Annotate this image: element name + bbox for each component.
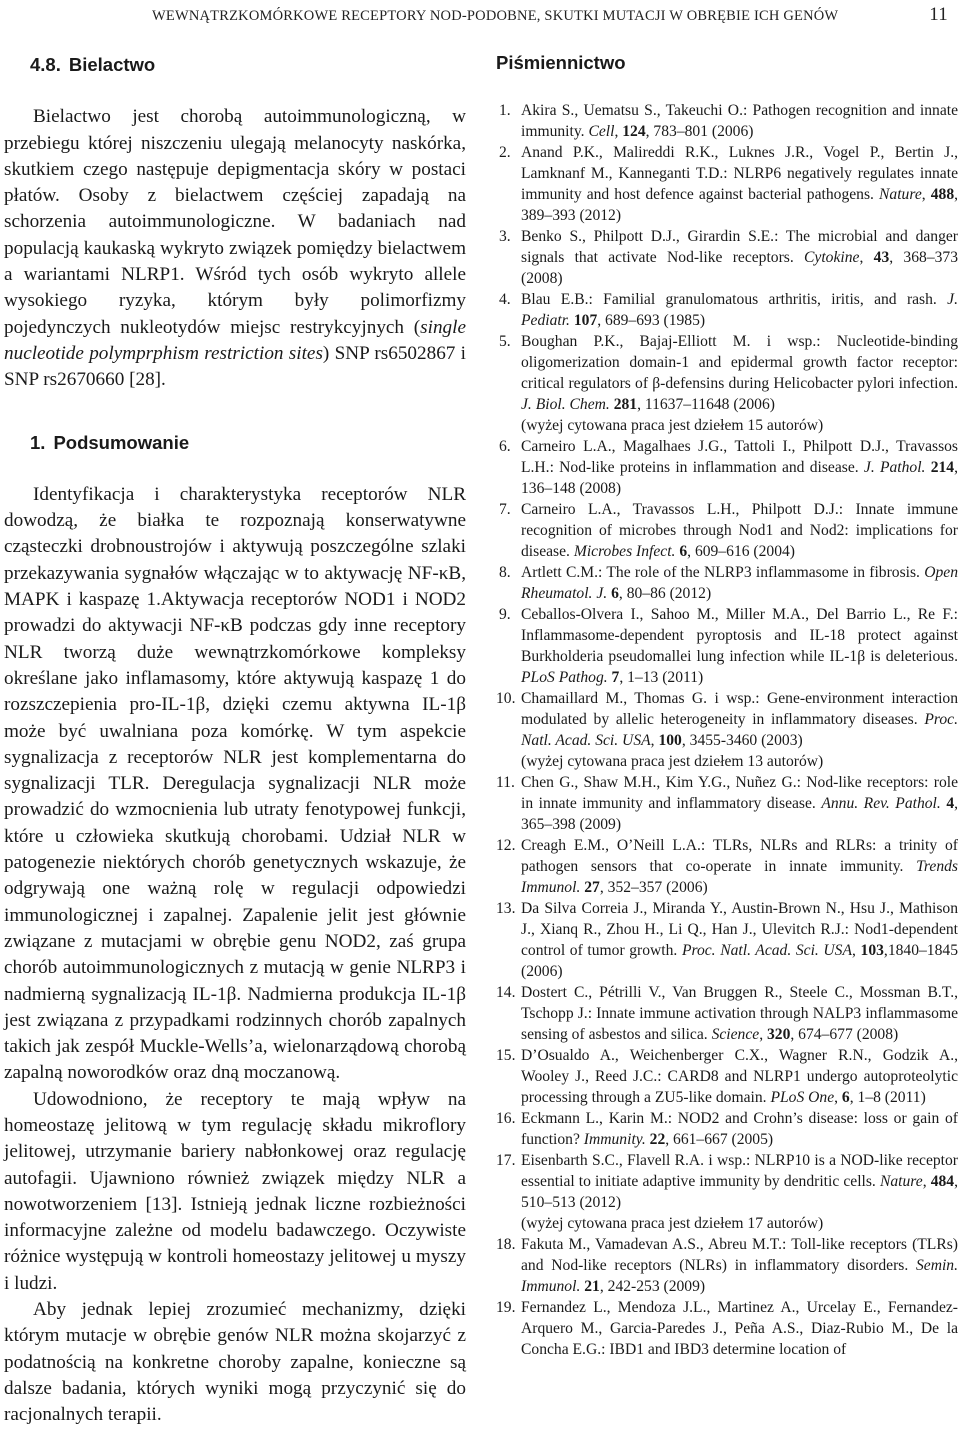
reference-pages: , 1‒8 (2011) bbox=[849, 1089, 926, 1106]
reference-item bbox=[496, 289, 958, 331]
reference-separator: , bbox=[859, 249, 874, 266]
reference-journal: J. Biol. Chem. bbox=[521, 396, 610, 413]
reference-authors: Dostert C., Pétrilli V., Van Bruggen R., Steele C., Mossman B.T., Tschopp J.: Innate immune activation through NALP3 inflammasome sensing of asbestos and silica. bbox=[521, 984, 958, 1043]
reference-journal: Proc. Natl. Acad. Sci. USA bbox=[681, 942, 853, 959]
reference-item bbox=[496, 1297, 958, 1360]
reference-pages: , 368‒373 (2008) bbox=[521, 249, 959, 287]
reference-number: 18. bbox=[496, 1236, 516, 1253]
reference-pages: , 365‒398 (2009) bbox=[521, 795, 959, 833]
reference-journal: Proc. Natl. Acad. Sci. USA bbox=[521, 711, 958, 749]
reference-journal: Annu. Rev. Pathol. bbox=[821, 795, 941, 812]
reference-volume: 21 bbox=[584, 1278, 600, 1295]
reference-number: 17. bbox=[496, 1152, 516, 1169]
reference-item bbox=[496, 604, 958, 688]
reference-volume: 100 bbox=[658, 732, 682, 749]
reference-authors: Boughan P.K., Bajaj-Elliott M. i wsp.: Nucleotide-binding oligomerization domain-1 and epidermal growth factor receptor: critical regulators of β-defensins during Helicobacter pylori infection. bbox=[521, 333, 958, 392]
reference-volume: 6 bbox=[841, 1089, 850, 1106]
reference-separator: , bbox=[759, 1026, 767, 1043]
reference-volume: 6 bbox=[679, 543, 688, 560]
reference-authors: Blau E.B.: Familial granulomatous arthritis, iritis, and rash. bbox=[521, 291, 948, 308]
reference-journal: J. Pediatr. bbox=[521, 291, 958, 329]
reference-authors: Carneiro L.A., Travassos L.H., Philpott D.J.: Innate immune recognition of microbes through Nod1 and Nod2: implications for disease. bbox=[521, 501, 958, 560]
reference-journal: Science bbox=[711, 1026, 760, 1043]
reference-authors: Carneiro L.A., Magalhaes J.G., Tattoli I., Philpott D.J., Travassos L.H.: Nod-like proteins in inflammation and disease. bbox=[521, 438, 958, 476]
reference-journal: Open Rheumatol. J. bbox=[521, 564, 958, 602]
reference-pages: ,1840‒1845 (2006) bbox=[521, 942, 958, 980]
reference-journal: Immunity. bbox=[583, 1131, 646, 1148]
reference-volume: 22 bbox=[649, 1131, 666, 1148]
reference-number: 4. bbox=[499, 291, 511, 308]
references-list bbox=[496, 100, 958, 1360]
reference-volume: 6 bbox=[611, 585, 619, 602]
reference-note: (wyżej cytowana praca jest dziełem 13 autorów) bbox=[521, 753, 824, 770]
reference-number: 10. bbox=[496, 690, 516, 707]
paragraph-summary-2: Udowodniono, że receptory te mają wpływ na homeostazę jelitową w tym regulację składu mikroflory jelitowej, utrzymanie bariery nabłonkowej oraz regulację autofagii. Ujawniono również związek między NLR a nowotworzeniem [13]. Istnieją jednak liczne rozbieżności informacyjne zależne od modelu badawczego. Oczywiste różnice występują w kontroli homeostazy jelitowej u myszy i ludzi. bbox=[4, 1088, 466, 1294]
reference-number: 11. bbox=[496, 774, 515, 791]
reference-separator: , bbox=[922, 1173, 931, 1190]
paragraph-text: Bielactwo jest chorobą autoimmunologiczną, w przebiegu której niszczeniu ulegają melanocyty naskórka, skutkiem czego następuje depigmentacja skóry w postaci płatów. Osoby z bielactwem częściej zapadają na schorzenia autoimmunologiczne. W badaniach nad populacją kaukaską wykryto związek pomiędzy bielactwem a wariantami NLRP1. Wśród tych osób wykryto allele wysokiego ryzyka, którym były polimorfizmy pojedynczych nukleotydów miejsc restrykcyjnych ( bbox=[4, 106, 466, 338]
reference-item bbox=[496, 772, 958, 835]
reference-authors: Akira S., Uematsu S., Takeuchi O.: Pathogen recognition and innate immunity. bbox=[521, 102, 958, 140]
reference-item bbox=[496, 898, 958, 982]
reference-item bbox=[496, 1045, 958, 1108]
reference-separator: , bbox=[852, 942, 861, 959]
reference-pages: , 389‒393 (2012) bbox=[521, 186, 959, 224]
reference-item bbox=[496, 982, 958, 1045]
reference-number: 12. bbox=[496, 837, 516, 854]
reference-number: 9. bbox=[499, 606, 511, 623]
reference-authors: Fernandez L., Mendoza J.L., Martinez A., Urcelay E., Fernandez-Arquero M., Garcia-Paredes J., Peña A.S., Diaz-Rubio M., De la Concha E.G.: IBD1 and IBD3 determine location of bbox=[521, 1299, 958, 1358]
reference-journal: J. Pathol. bbox=[863, 459, 926, 476]
reference-journal: PLoS Pathog. bbox=[521, 669, 608, 686]
reference-number: 1. bbox=[499, 102, 511, 119]
reference-pages: , 661‒667 (2005) bbox=[665, 1131, 774, 1148]
section-title: Podsumowanie bbox=[53, 431, 190, 453]
paragraph-summary-1: Identyfikacja i charakterystyka receptorów NLR dowodzą, że białka te rozpoznają konserwatywne cząsteczki drobnoustrojów i aktywują poszczególne szlaki przekazywania sygnałów włączając w to aktywację NF-κB, MAPK i kaspazę 1.Aktywacja receptorów NOD1 i NOD2 prowadzi do aktywacji NF-κB podczas gdy inne receptory NLR tworzą duże wewnątrzkomórkowe kompleksy określane jako inflamasomy, które aktywują kaspazę 1 do rozszczepienia pro-IL-1β, dzięki czemu aktywna IL-1β może być uwalniana poza komórkę. W tym aspekcie sygnalizacja z receptorów NLR jest komplementarna do sygnalizacji TLR. Deregulacja sygnalizacji NLR może prowadzić do wzmocnienia lub utraty fenotypowej funkcji, które u człowieka skutkują chorobami. Udział NLR w patogenezie niektórych chorób genetycznych wskazuje, że odgrywają one ważną rolę w regulacji odpowiedzi immunologicznej i zapalnej. Zapalenie jelit jest głównie związane z mutacjami w obrębie genu NOD2, zaś grupa chorób autoimmunologicznych z mutacją w genie NLRP3 i nadmierną sygnalizacją IL-1β. Nadmierna produkcja IL-1β jest związana z przypadkami rodzinnych chorób zapalnych takich jak zespół Muckle-Wells’a, wielonarządową chorobą zapalną noworodków oraz dną moczanową. bbox=[4, 483, 466, 1084]
reference-volume: 107 bbox=[573, 312, 598, 329]
reference-item bbox=[496, 226, 958, 289]
reference-authors: D’Osualdo A., Weichenberger C.X., Wagner R.N., Godzik A., Wooley J., Reed J.C.: CARD8 and NLRP1 undergo autoproteolytic processing through a ZU5-like domain. bbox=[521, 1047, 958, 1106]
reference-pages: , 689‒693 (1985) bbox=[597, 312, 706, 329]
reference-pages: , 674‒677 (2008) bbox=[790, 1026, 899, 1043]
reference-authors: Ceballos-Olvera I., Sahoo M., Miller M.A., Del Barrio L., Re F.: Inflammasome-dependent pyroptosis and IL-18 protect against Burkholderia pseudomallei lung infection while IL-1β is deleterious. bbox=[521, 606, 958, 665]
reference-volume: 43 bbox=[873, 249, 890, 266]
reference-volume: 27 bbox=[584, 879, 600, 896]
running-header bbox=[152, 4, 948, 28]
reference-pages: , 136‒148 (2008) bbox=[521, 459, 958, 497]
reference-number: 3. bbox=[499, 228, 511, 245]
reference-volume: 484 bbox=[930, 1173, 955, 1190]
section-heading-vitiligo bbox=[4, 52, 466, 78]
reference-authors: Fakuta M., Vamadevan A.S., Abreu M.T.: Toll-like receptors (TLRs) and Nod-like receptors (NLRs) in inflammatory disorders. bbox=[521, 1236, 958, 1274]
reference-note: (wyżej cytowana praca jest dziełem 15 autorów) bbox=[521, 417, 824, 434]
page-number: 11 bbox=[929, 4, 948, 25]
reference-number: 2. bbox=[499, 144, 511, 161]
reference-item bbox=[496, 1234, 958, 1297]
reference-journal: Nature bbox=[879, 1173, 923, 1190]
reference-journal: Semin. Immunol. bbox=[521, 1257, 958, 1295]
reference-volume: 281 bbox=[613, 396, 638, 413]
reference-pages: , 3455-3460 (2003) bbox=[681, 732, 803, 749]
reference-authors: Da Silva Correia J., Miranda Y., Austin-Brown N., Hsu J., Mathison J., Xianq R., Zhou H., Li Q., Han J., Ulevitch R.J.: Nod1-dependent control of tumor growth. bbox=[521, 900, 958, 959]
reference-item bbox=[496, 562, 958, 604]
reference-authors: Artlett C.M.: The role of the NLRP3 inflammasome in fibrosis. bbox=[521, 564, 925, 581]
reference-number: 7. bbox=[499, 501, 511, 518]
reference-separator: , bbox=[921, 186, 931, 203]
reference-number: 13. bbox=[496, 900, 516, 917]
paragraph-italic-term: single nucleotide polymprphism restriction sites bbox=[4, 316, 466, 364]
reference-authors: Benko S., Philpott D.J., Girardin S.E.: The microbial and danger signals that activate Nod-like receptors. bbox=[521, 228, 958, 266]
reference-number: 16. bbox=[496, 1110, 516, 1127]
reference-pages: , 609‒616 (2004) bbox=[687, 543, 796, 560]
reference-authors: Eisenbarth S.C., Flavell R.A. i wsp.: NLRP10 is a NOD-like receptor essential to initiate adaptive immunity by dendritic cells. bbox=[521, 1152, 958, 1190]
reference-separator: , bbox=[650, 732, 659, 749]
reference-number: 5. bbox=[499, 333, 511, 350]
reference-authors: Chen G., Shaw M.H., Kim Y.G., Nuñez G.: Nod-like receptors: role in innate immunity and inflammatory disease. bbox=[521, 774, 958, 812]
paragraph-vitiligo bbox=[4, 104, 466, 393]
reference-authors: Creagh E.M., O’Neill L.A.: TLRs, NLRs and RLRs: a trinity of pathogen sensors that co-operate in innate immunity. bbox=[521, 837, 958, 875]
reference-number: 19. bbox=[496, 1299, 516, 1316]
reference-journal: Cell bbox=[588, 123, 615, 140]
reference-volume: 320 bbox=[766, 1026, 791, 1043]
reference-item bbox=[496, 1150, 958, 1234]
left-column bbox=[4, 52, 466, 1429]
reference-pages: , 1‒13 (2011) bbox=[619, 669, 704, 686]
paragraph-summary-3: Aby jednak lepiej zrozumieć mechanizmy, dzięki którym mutacje w obrębie genów NLR można skojarzyć z podatnością na konkretne choroby zapalne, konieczne są dalsze badania, których wyniki mogą przyczynić się do racjonalnych terapii. bbox=[4, 1299, 466, 1426]
reference-volume: 4 bbox=[946, 795, 955, 812]
reference-volume: 103 bbox=[860, 942, 884, 959]
reference-pages: , 11637‒11648 (2006) bbox=[637, 396, 775, 413]
reference-separator: , bbox=[834, 1089, 842, 1106]
reference-number: 15. bbox=[496, 1047, 516, 1064]
section-title: Bielactwo bbox=[68, 54, 156, 75]
reference-journal: Trends Immunol. bbox=[521, 858, 958, 896]
reference-volume: 124 bbox=[622, 123, 646, 140]
paragraph-text-end: ) SNP rs6502867 i SNP rs2670660 [28]. bbox=[4, 342, 466, 391]
reference-item bbox=[496, 835, 958, 898]
reference-volume: 488 bbox=[930, 186, 955, 203]
reference-item bbox=[496, 100, 958, 142]
reference-pages: , 783‒801 (2006) bbox=[645, 123, 754, 140]
section-number: 4.8. bbox=[30, 54, 61, 75]
section-heading-summary bbox=[4, 430, 466, 456]
reference-journal: Microbes Infect. bbox=[573, 543, 676, 560]
reference-item bbox=[496, 688, 958, 772]
reference-volume: 7 bbox=[611, 669, 620, 686]
references-title: Piśmiennictwo bbox=[496, 52, 626, 73]
reference-number: 8. bbox=[499, 564, 511, 581]
right-column bbox=[496, 52, 958, 1360]
reference-item bbox=[496, 331, 958, 436]
reference-pages: , 80‒86 (2012) bbox=[618, 585, 712, 602]
section-number: 1. bbox=[30, 431, 46, 453]
reference-pages: , 242-253 (2009) bbox=[599, 1278, 706, 1295]
reference-note: (wyżej cytowana praca jest dziełem 17 autorów) bbox=[521, 1215, 824, 1232]
running-title: WEWNĄTRZKOMÓRKOWE RECEPTORY NOD-PODOBNE, SKUTKI MUTACJI W OBRĘBIE ICH GENÓW bbox=[152, 8, 839, 24]
reference-pages: , 510‒513 (2012) bbox=[521, 1173, 958, 1211]
reference-journal: Cytokine bbox=[804, 249, 860, 266]
reference-number: 6. bbox=[499, 438, 511, 455]
reference-item bbox=[496, 436, 958, 499]
reference-journal: Nature bbox=[879, 186, 922, 203]
reference-pages: , 352‒357 (2006) bbox=[599, 879, 708, 896]
reference-item bbox=[496, 499, 958, 562]
reference-separator: , bbox=[614, 123, 623, 140]
reference-authors: Anand P.K., Malireddi R.K., Luknes J.R., Vogel P., Bertin J., Lamknanf M., Kanneganti T.D.: NLRP6 negatively regulates innate immunity and host defence against bacterial pathogens. bbox=[521, 144, 958, 203]
reference-authors: Eckmann L., Karin M.: NOD2 and Crohn’s disease: loss or gain of function? bbox=[521, 1110, 958, 1148]
reference-authors: Chamaillard M., Thomas G. i wsp.: Gene-environment interaction modulated by allelic heterogeneity in inflammatory diseases. bbox=[521, 690, 958, 728]
reference-item bbox=[496, 142, 958, 226]
reference-item bbox=[496, 1108, 958, 1150]
reference-number: 14. bbox=[496, 984, 516, 1001]
reference-volume: 214 bbox=[930, 459, 955, 476]
reference-journal: PLoS One bbox=[770, 1089, 835, 1106]
